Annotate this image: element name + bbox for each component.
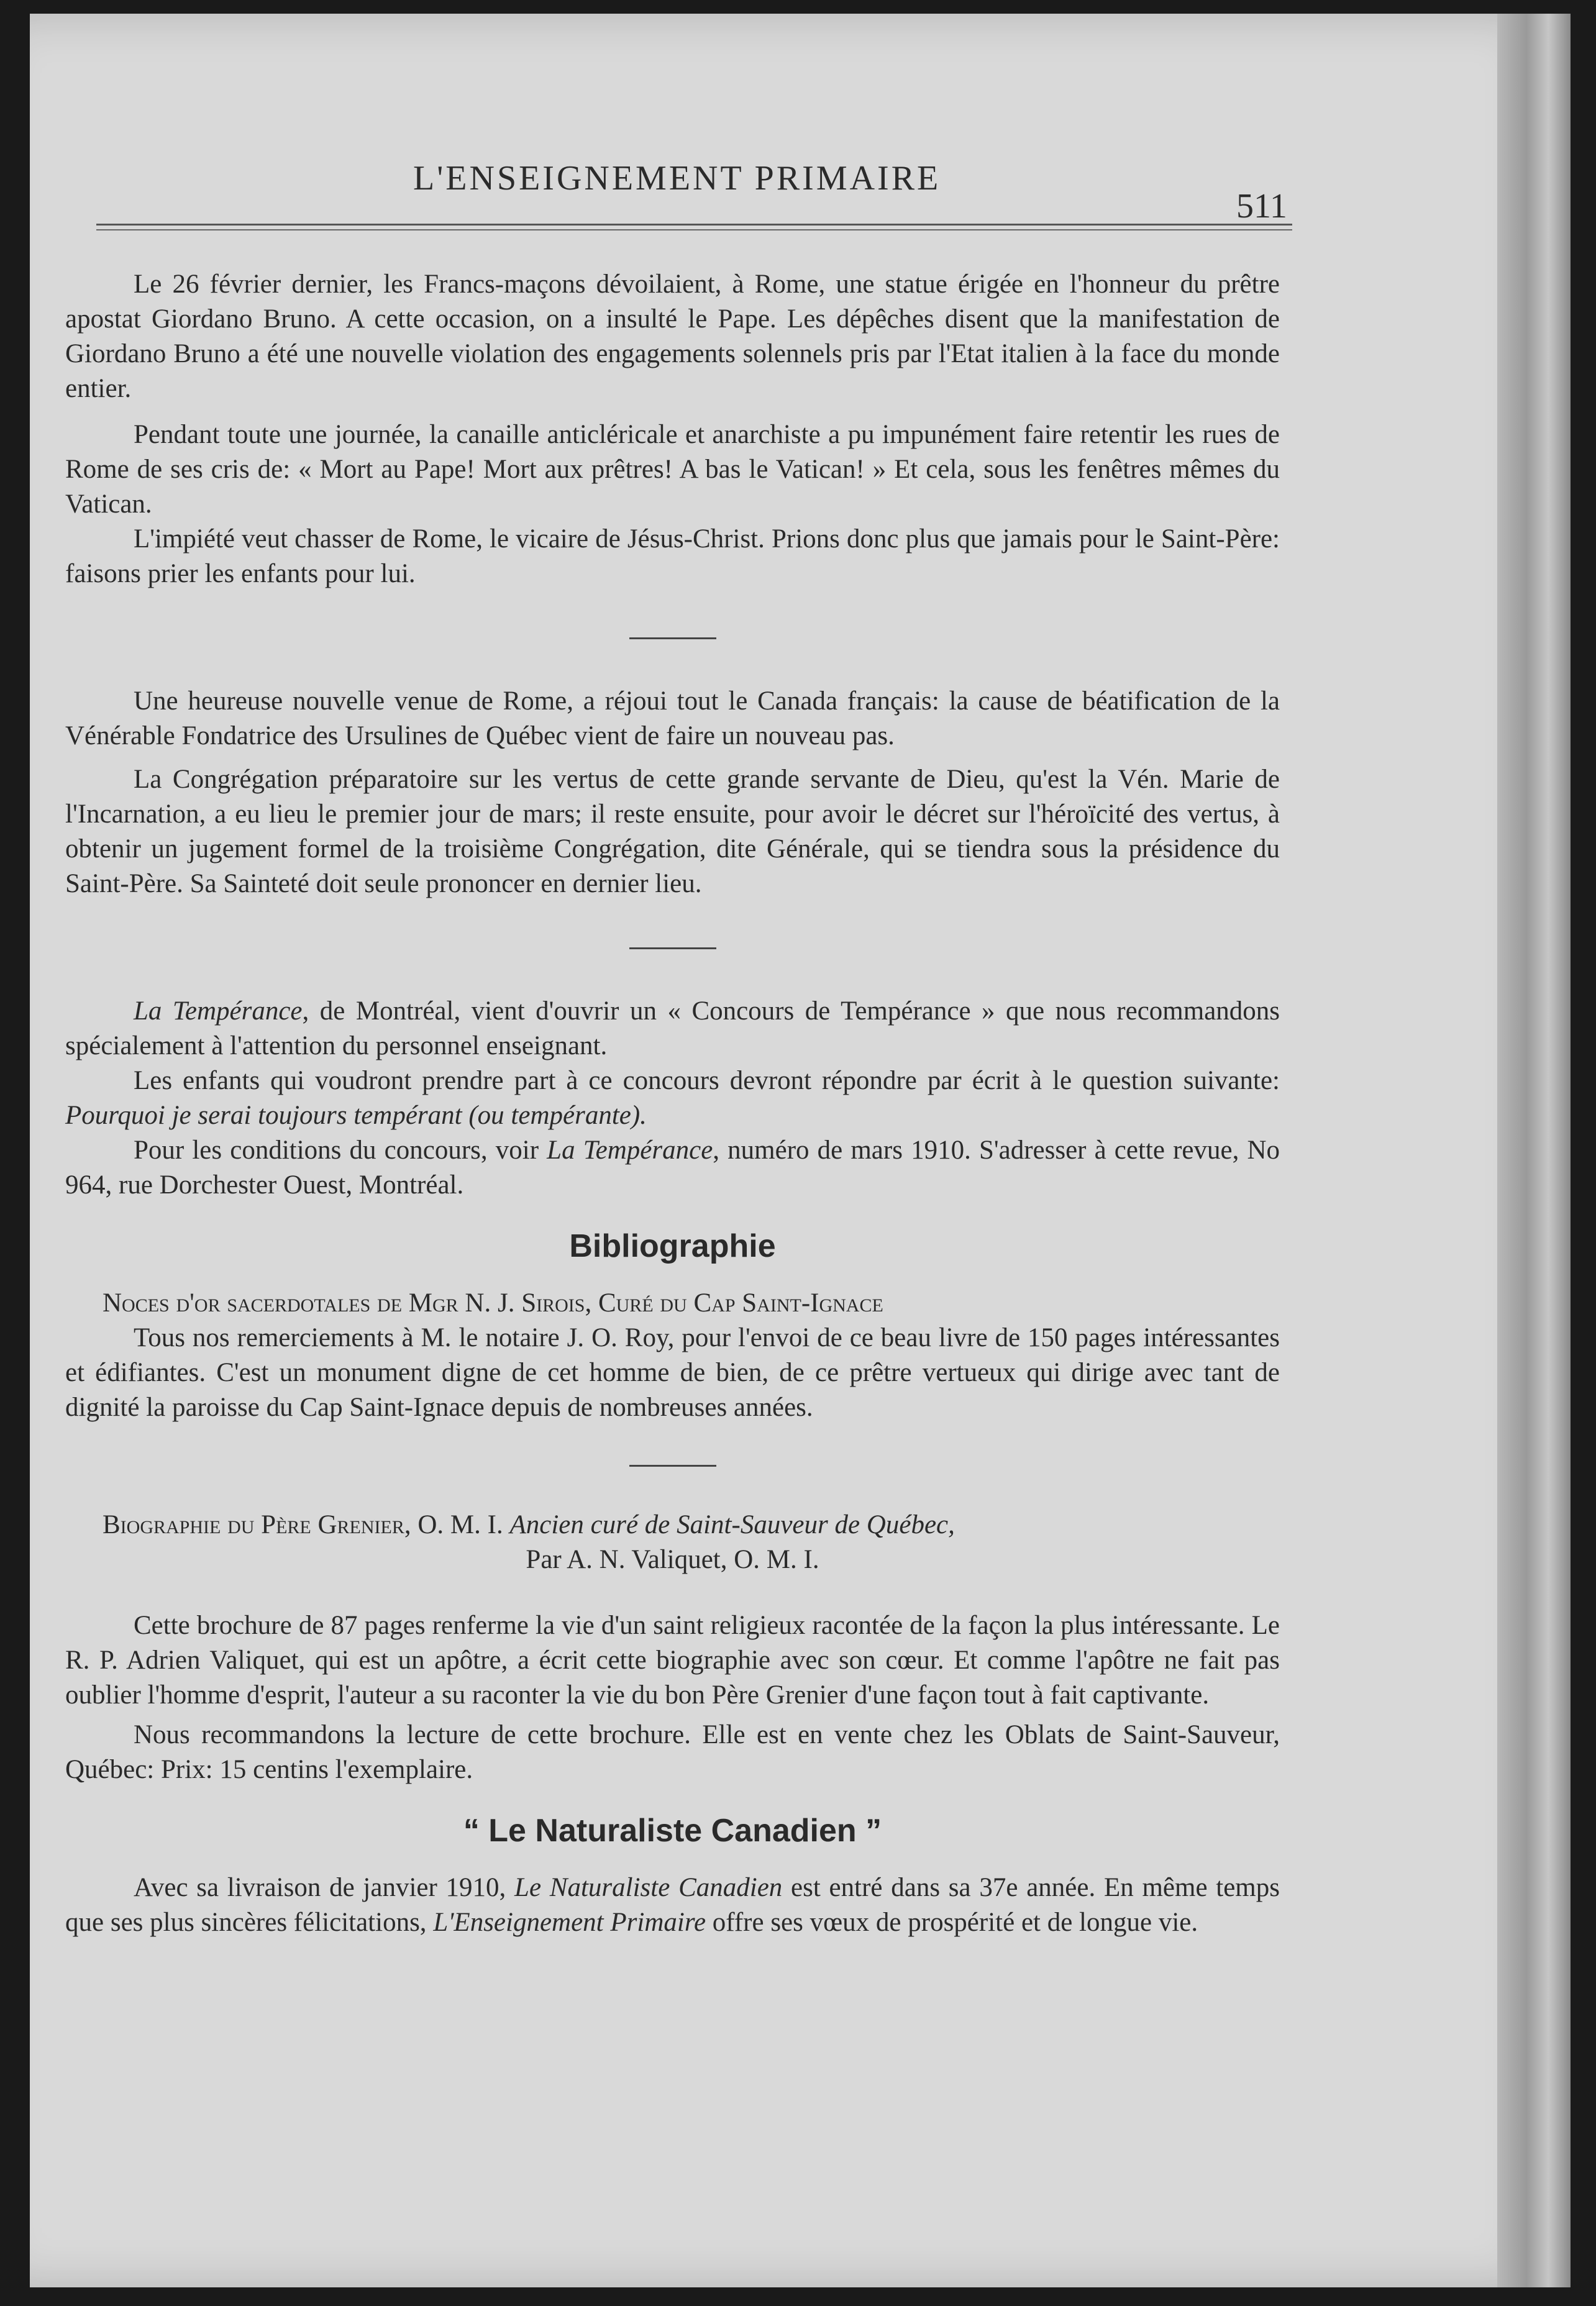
section-heading-bibliographie: Bibliographie	[569, 1228, 776, 1264]
book-title: Noces d'or sacerdotales de Mgr N. J. Sirois, Curé du Cap Saint-Ignace	[103, 1288, 883, 1318]
section-divider	[629, 1465, 716, 1467]
text-run: Pour les conditions du concours, voir	[134, 1136, 547, 1165]
book-title	[103, 1508, 1280, 1543]
journal-title: La Tempérance	[547, 1136, 713, 1165]
text-run: Les enfants qui voudront prendre part à ce concours devront répondre par écrit à le question suivante:	[134, 1066, 1280, 1095]
journal-title: Le Naturaliste Canadien	[514, 1873, 783, 1902]
paragraph: Tous nos remerciements à M. le notaire J. O. Roy, pour l'envoi de ce beau livre de 150 pages intéressantes et édifiantes. C'est un monument digne de cet homme de bien, de ce prêtre vertueux qui dirige avec tant de dignité la paroisse du Cap Saint-Ignace depuis de nombreuses années.	[65, 1323, 1280, 1422]
paragraph: Nous recommandons la lecture de cette brochure. Elle est en vente chez les Oblats de Saint-Sauveur, Québec: Prix: 15 centins l'exemplaire.	[65, 1720, 1280, 1784]
paragraph	[65, 1871, 1280, 1940]
page-edge-shadow	[1497, 14, 1571, 2287]
paragraph	[65, 1133, 1280, 1203]
paragraph: L'impiété veut chasser de Rome, le vicaire de Jésus-Christ. Prions donc plus que jamais pour le Saint-Père: faisons prier les enfants pour lui.	[65, 524, 1280, 588]
text-run: Ancien curé de Saint-Sauveur de Québec,	[509, 1510, 955, 1539]
paragraph: La Congrégation préparatoire sur les vertus de cette grande servante de Dieu, qu'est la Vén. Marie de l'Incarnation, a eu lieu le premier jour de mars; il reste ensuite, pour avoir le décret sur l'héroïcité des vertus, à obtenir un jugement formel de la troisième Congrégation, dite Générale, qui se tiendra sous la présidence du Saint-Père. Sa Sainteté doit seule prononcer en dernier lieu.	[65, 765, 1280, 898]
header-rule	[96, 224, 1292, 230]
paragraph: Pendant toute une journée, la canaille anticléricale et anarchiste a pu impunément faire retentir les rues de Rome de ses cris de: « Mort au Pape! Mort aux prêtres! A bas le Vatican! » Et cela, sous les fenêtres mêmes du Vatican.	[65, 420, 1280, 519]
section-heading-naturaliste: “ Le Naturaliste Canadien ”	[463, 1813, 882, 1849]
paragraph: Une heureuse nouvelle venue de Rome, a réjoui tout le Canada français: la cause de béatification de la Vénérable Fondatrice des Ursulines de Québec vient de faire un nouveau pas.	[65, 686, 1280, 750]
paragraph	[65, 994, 1280, 1064]
text-run: , de Montréal, vient d'ouvrir un « Concours de Tempérance » que nous recommandons spécialement à l'attention du personnel enseignant.	[65, 996, 1280, 1060]
journal-title: La Tempérance	[134, 996, 303, 1026]
running-title: L'ENSEIGNEMENT PRIMAIRE	[413, 159, 941, 198]
paragraph	[65, 1064, 1280, 1133]
text-run: Biographie du Père Grenier, O. M. I.	[103, 1510, 510, 1539]
journal-title: L'Enseignement Primaire	[433, 1908, 706, 1937]
text-run: , numéro de mars 1910. S'adresser à cette revue, No 964, rue Dorchester Ouest, Montréal.	[65, 1136, 1280, 1200]
article-body	[65, 267, 1280, 1940]
section-divider	[629, 947, 716, 949]
paragraph: Le 26 février dernier, les Francs-maçons dévoilaient, à Rome, une statue érigée en l'honneur du prêtre apostat Giordano Bruno. A cette occasion, on a insulté le Pape. Les dépêches disent que la manifestation de Giordano Bruno a été une nouvelle violation des engagements solennels pris par l'Etat italien à la face du monde entier.	[65, 270, 1280, 403]
text-run: est entré dans sa 37e année. En même temps que ses plus sincères félicitations,	[65, 1873, 1280, 1937]
page-number: 511	[1236, 187, 1287, 226]
text-run: Avec sa livraison de janvier 1910,	[134, 1873, 515, 1902]
text-run: offre ses vœux de prospérité et de longue vie.	[706, 1908, 1198, 1937]
contest-question: Pourquoi je serai toujours tempérant (ou tempérante).	[65, 1101, 647, 1130]
section-divider	[629, 637, 716, 639]
book-author: Par A. N. Valiquet, O. M. I.	[526, 1545, 819, 1574]
paragraph: Cette brochure de 87 pages renferme la vie d'un saint religieux racontée de la façon la plus intéressante. Le R. P. Adrien Valiquet, qui est un apôtre, a écrit cette biographie avec son cœur. Et comme l'apôtre ne fait pas oublier l'homme d'esprit, l'auteur a su raconter la vie du bon Père Grenier d'une façon tout à fait captivante.	[65, 1611, 1280, 1710]
